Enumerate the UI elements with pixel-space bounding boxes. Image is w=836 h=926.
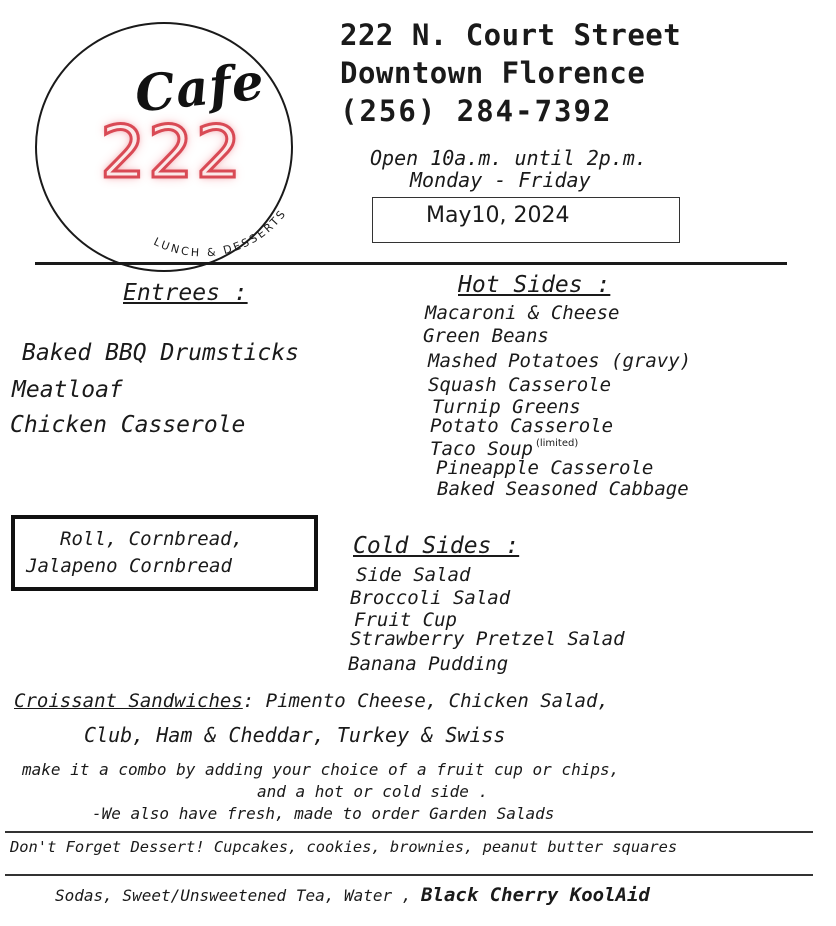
sandwiches-line (14, 690, 609, 712)
hours-days: Monday - Friday (410, 168, 591, 192)
hot-side-label: Taco Soup (430, 438, 533, 460)
cold-side-item: Broccoli Salad (350, 587, 511, 609)
phone-number: (256) 284-7392 (340, 94, 613, 128)
combo-note-line2: and a hot or cold side . (257, 782, 489, 801)
menu-date: May10, 2024 (426, 203, 570, 228)
section-divider (5, 831, 813, 833)
svg-text:LUNCH & DESSERTS (152, 206, 290, 259)
hot-side-item: Turnip Greens (432, 396, 581, 418)
address-city: Downtown Florence (340, 56, 646, 90)
header-divider (35, 262, 787, 265)
logo-cafe-text: Cafe (132, 51, 268, 124)
cold-side-item: Banana Pudding (348, 653, 509, 675)
entree-item: Meatloaf (12, 377, 123, 403)
bread-box (11, 515, 318, 591)
garden-salads-note: -We also have fresh, made to order Garden Salads (92, 804, 555, 823)
hot-side-item: Squash Casserole (428, 374, 612, 396)
dessert-line: Don't Forget Dessert! Cupcakes, cookies, brownies, peanut butter squares (10, 838, 678, 856)
cold-side-item: Side Salad (356, 564, 471, 586)
entrees-heading: Entrees : (123, 280, 248, 306)
hours-time: Open 10a.m. until 2p.m. (370, 146, 647, 170)
hot-side-item: Baked Seasoned Cabbage (437, 478, 689, 500)
cold-side-item: Strawberry Pretzel Salad (350, 628, 625, 650)
hot-side-item: Pineapple Casserole (436, 457, 654, 479)
bread-line: Jalapeno Cornbread (26, 555, 232, 577)
hot-side-item: Mashed Potatoes (gravy) (428, 350, 692, 372)
hot-side-item: Macaroni & Cheese (425, 302, 620, 324)
sandwiches-list-line2: Club, Ham & Cheddar, Turkey & Swiss (84, 723, 506, 747)
combo-note: make it a combo by adding your choice of a fruit cup or chips, (22, 760, 620, 779)
logo-number: 222 (100, 110, 244, 194)
hot-side-item: Potato Casserole (430, 415, 614, 437)
bread-line: Roll, Cornbread, (60, 528, 244, 550)
hot-side-item: Green Beans (423, 325, 549, 347)
sandwiches-list: : Pimento Cheese, Chicken Salad, (242, 690, 609, 712)
entree-item: Chicken Casserole (10, 412, 246, 438)
logo-tagline: LUNCH & DESSERTS (151, 206, 290, 260)
drinks-line (55, 884, 650, 906)
hot-sides-heading: Hot Sides : (458, 272, 611, 298)
cold-side-item: Fruit Cup (354, 609, 457, 631)
drinks-koolaid: Black Cherry KoolAid (421, 884, 650, 906)
limited-note: (limited) (535, 438, 579, 449)
cold-sides-heading: Cold Sides : (353, 533, 520, 559)
address-street: 222 N. Court Street (340, 18, 682, 52)
drinks-list: Sodas, Sweet/Unsweetened Tea, Water , (55, 886, 412, 905)
entree-item: Baked BBQ Drumsticks (22, 340, 299, 366)
section-divider (5, 874, 813, 876)
sandwiches-heading: Croissant Sandwiches (14, 690, 243, 712)
